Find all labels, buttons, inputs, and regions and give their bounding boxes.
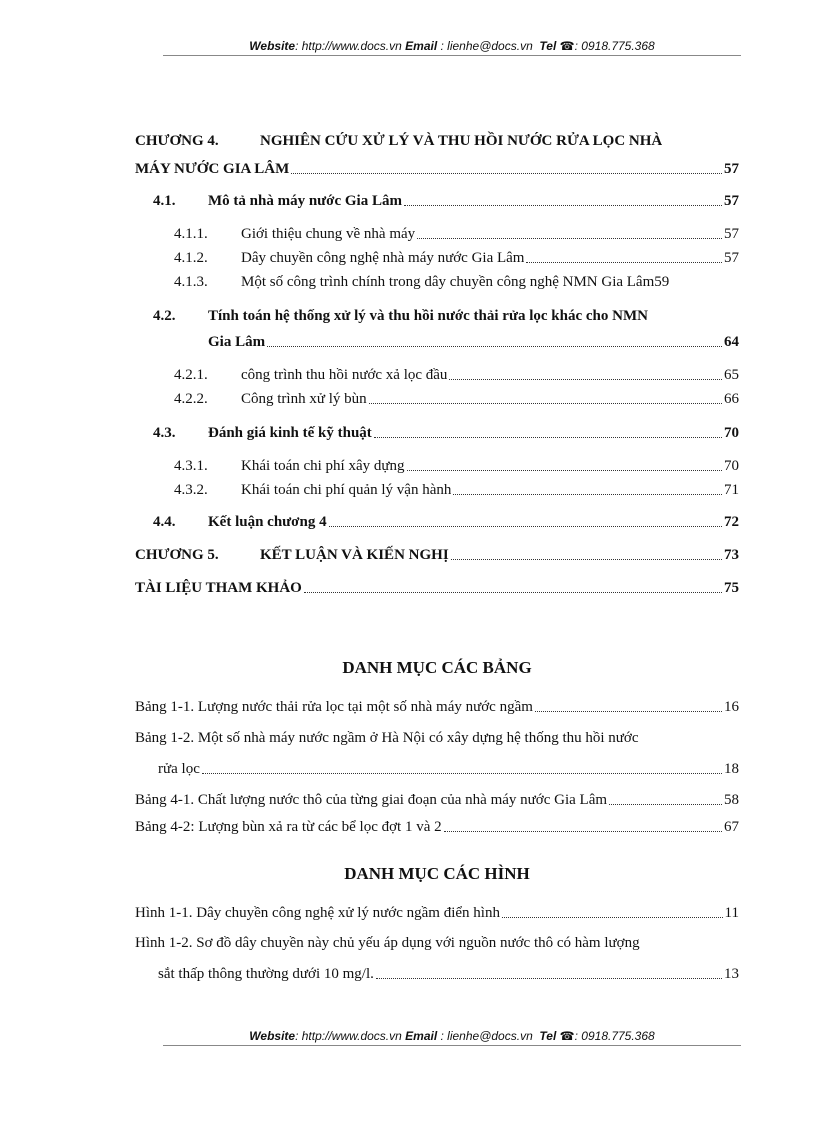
dot-leader (202, 772, 722, 774)
toc-label: 4.1. (153, 193, 176, 209)
phone-icon: ☎ (559, 1029, 575, 1043)
table-entry-1-2[interactable] (135, 727, 739, 749)
table-entry-1-1[interactable] (135, 696, 739, 718)
toc-section-4-3[interactable] (153, 422, 739, 444)
entry-page: 67 (724, 819, 739, 835)
header-website-url[interactable]: : http://www.docs.vn (295, 39, 402, 53)
dot-leader (376, 977, 722, 979)
toc-chapter-5[interactable] (135, 544, 739, 566)
toc-label: CHƯƠNG 4. (135, 133, 219, 149)
dot-leader (453, 493, 722, 495)
phone-icon: ☎ (559, 39, 575, 53)
toc-text: công trình thu hồi nước xả lọc đầu (241, 367, 448, 383)
toc-label: 4.2. (153, 308, 176, 324)
toc-page: 70 (724, 425, 739, 441)
toc-sub-4-1-2[interactable] (174, 247, 739, 269)
toc-sub-4-3-1[interactable] (174, 455, 739, 477)
toc-label: 4.3.1. (174, 458, 208, 474)
dot-leader (451, 558, 722, 560)
dot-leader (526, 261, 722, 263)
entry-text: Bảng 1-1. Lượng nước thải rửa lọc tại một số nhà máy nước ngầm (135, 699, 533, 715)
toc-text: MÁY NƯỚC GIA LÂM (135, 161, 290, 177)
page-header (163, 38, 741, 54)
toc-sub-4-1-1[interactable] (174, 223, 739, 245)
entry-page: 16 (724, 699, 739, 715)
toc-label: 4.2.1. (174, 367, 208, 383)
toc-page: 65 (724, 367, 739, 383)
toc-text: NGHIÊN CỨU XỬ LÝ VÀ THU HỒI NƯỚC RỬA LỌC NHÀ (260, 133, 663, 149)
toc-text: Tính toán hệ thống xử lý và thu hồi nước thải rửa lọc khác cho NMN (208, 308, 648, 324)
tables-list-title: DANH MỤC CÁC BẢNG (342, 658, 532, 677)
toc-text: Gia Lâm (208, 334, 266, 350)
toc-page: 57 (724, 226, 739, 242)
table-entry-4-2[interactable] (135, 816, 739, 838)
toc-label: 4.3. (153, 425, 176, 441)
footer-tel-label: Tel (539, 1029, 557, 1043)
header-tel-label: Tel (539, 39, 557, 53)
footer-email-label: Email (405, 1029, 438, 1043)
toc-page: 66 (724, 391, 739, 407)
footer-rule (163, 1045, 741, 1046)
entry-text: Bảng 1-2. Một số nhà máy nước ngầm ở Hà Nội có xây dựng hệ thống thu hồi nước (135, 730, 639, 746)
figures-list-title: DANH MỤC CÁC HÌNH (344, 864, 530, 883)
toc-page: 75 (724, 580, 739, 596)
toc-references[interactable] (135, 577, 739, 599)
entry-page: 11 (724, 905, 739, 921)
table-entry-4-1[interactable] (135, 789, 739, 811)
dot-leader (404, 204, 722, 206)
entry-text: Bảng 4-1. Chất lượng nước thô của từng giai đoạn của nhà máy nước Gia Lâm (135, 792, 608, 808)
header-tel-value: : 0918.775.368 (574, 39, 655, 53)
toc-page: 57 (724, 193, 739, 209)
dot-leader (535, 710, 722, 712)
footer-email-value[interactable]: : lienhe@docs.vn (437, 1029, 533, 1043)
toc-text: Một số công trình chính trong dây chuyền công nghệ NMN Gia Lâm (241, 274, 655, 290)
toc-page: 64 (724, 334, 739, 350)
toc-text: Giới thiệu chung về nhà máy (241, 226, 416, 242)
toc-text: Công trình xử lý bùn (241, 391, 367, 407)
toc-section-4-2[interactable] (153, 305, 739, 327)
footer-tel-value: : 0918.775.368 (574, 1029, 655, 1043)
toc-label: 4.2.2. (174, 391, 208, 407)
entry-text: rửa lọc (158, 761, 200, 777)
figure-entry-1-2-cont[interactable] (158, 963, 739, 985)
toc-page: 57 (724, 250, 739, 266)
toc-page: 73 (724, 547, 739, 563)
footer-website-url[interactable]: : http://www.docs.vn (295, 1029, 402, 1043)
toc-page: 71 (724, 482, 739, 498)
entry-page: 58 (724, 792, 739, 808)
toc-label: 4.1.2. (174, 250, 208, 266)
figure-entry-1-1[interactable] (135, 902, 739, 924)
footer-website-label: Website (249, 1029, 296, 1043)
toc-sub-4-3-2[interactable] (174, 479, 739, 501)
dot-leader (407, 469, 722, 471)
toc-page: 59 (654, 274, 670, 290)
dot-leader (369, 402, 722, 404)
dot-leader (609, 803, 722, 805)
toc-chapter-4[interactable] (135, 130, 739, 152)
toc-sub-4-2-1[interactable] (174, 364, 739, 386)
header-email-value[interactable]: : lienhe@docs.vn (437, 39, 533, 53)
dot-leader (374, 436, 722, 438)
toc-section-4-1[interactable] (153, 190, 739, 212)
entry-text: Bảng 4-2: Lượng bùn xả ra từ các bể lọc đợt 1 và 2 (135, 819, 442, 835)
dot-leader (502, 916, 723, 918)
entry-page: 13 (724, 966, 739, 982)
dot-leader (444, 830, 722, 832)
toc-text: Đánh giá kinh tế kỹ thuật (208, 425, 372, 441)
header-rule (163, 55, 741, 56)
toc-sub-4-1-3[interactable] (174, 271, 752, 293)
toc-page: 57 (724, 161, 739, 177)
toc-text: Dây chuyền công nghệ nhà máy nước Gia Lâm (241, 250, 525, 266)
toc-text: Kết luận chương 4 (208, 514, 327, 530)
entry-page: 18 (724, 761, 739, 777)
dot-leader (267, 345, 722, 347)
toc-section-4-2-cont[interactable] (208, 331, 739, 353)
figure-entry-1-2[interactable] (135, 932, 739, 954)
dot-leader (417, 237, 722, 239)
toc-text: Mô tả nhà máy nước Gia Lâm (208, 193, 402, 209)
toc-label: 4.1.1. (174, 226, 208, 242)
entry-text: Hình 1-1. Dây chuyền công nghệ xử lý nước ngầm điển hình (135, 905, 500, 921)
toc-label: 4.3.2. (174, 482, 208, 498)
header-email-label: Email (405, 39, 438, 53)
toc-text: Khái toán chi phí xây dựng (241, 458, 405, 474)
toc-page: 70 (724, 458, 739, 474)
toc-label: 4.1.3. (174, 274, 208, 290)
dot-leader (449, 378, 722, 380)
toc-label: CHƯƠNG 5. (135, 547, 219, 563)
toc-page: 72 (724, 514, 739, 530)
dot-leader (304, 591, 722, 593)
entry-text: sắt thấp thông thường dưới 10 mg/l. (158, 966, 374, 982)
toc-chapter-4-cont[interactable] (135, 158, 739, 180)
page-footer (163, 1028, 741, 1044)
toc-text: KẾT LUẬN VÀ KIẾN NGHỊ (260, 547, 449, 563)
dot-leader (291, 172, 722, 174)
toc-label: 4.4. (153, 514, 176, 530)
toc-section-4-4[interactable] (153, 511, 739, 533)
table-entry-1-2-cont[interactable] (158, 758, 739, 780)
toc-text: Khái toán chi phí quản lý vận hành (241, 482, 452, 498)
header-website-label: Website (249, 39, 296, 53)
dot-leader (329, 525, 722, 527)
toc-text: TÀI LIỆU THAM KHẢO (135, 580, 302, 596)
toc-sub-4-2-2[interactable] (174, 388, 739, 410)
entry-text: Hình 1-2. Sơ đồ dây chuyền này chủ yếu áp dụng với nguồn nước thô có hàm lượng (135, 935, 640, 951)
